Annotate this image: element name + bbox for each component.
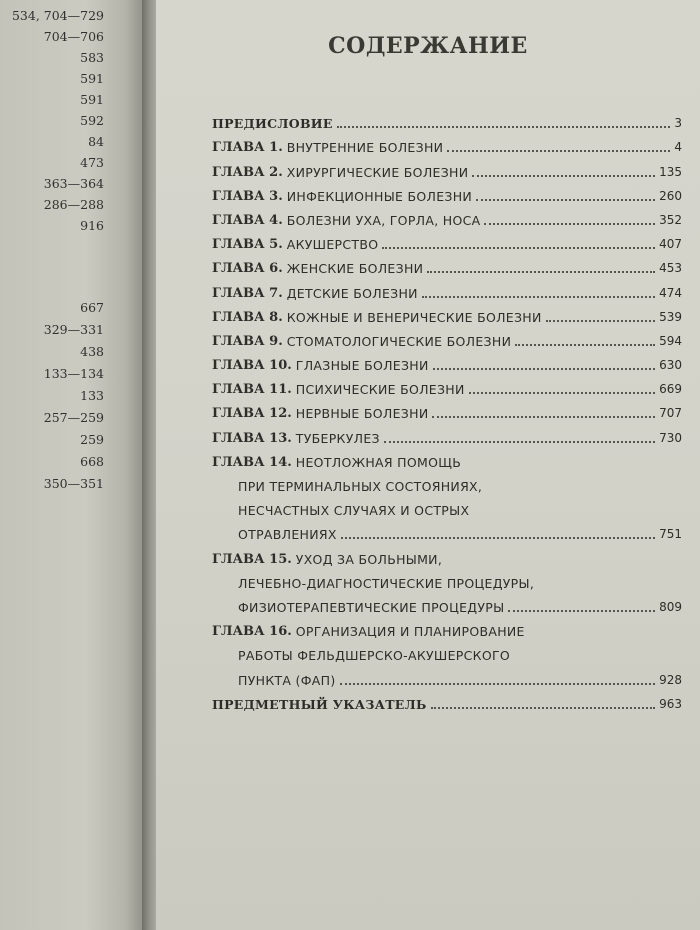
toc-entry-title: ИНФЕКЦИОННЫЕ БОЛЕЗНИ	[286, 188, 473, 204]
toc-entry	[212, 398, 682, 422]
left-page-fragment: 438	[80, 344, 104, 359]
toc-leader-dots	[422, 294, 655, 298]
toc-leader-dots	[508, 608, 655, 612]
toc-entry-title: ЖЕНСКИЕ БОЛЕЗНИ	[286, 261, 424, 277]
toc-chapter-label: ГЛАВА 13.	[212, 430, 292, 446]
toc-leader-dots	[469, 390, 655, 394]
toc-entry-title: ПСИХИЧЕСКИЕ БОЛЕЗНИ	[295, 382, 465, 398]
toc-leader-dots	[472, 173, 655, 177]
left-page-fragment: 591	[80, 92, 104, 107]
toc-entry-title: ПРЕДИСЛОВИЕ	[212, 116, 333, 132]
left-page-fragment: 329—331	[43, 322, 104, 337]
toc-leader-dots	[515, 342, 655, 346]
left-page	[0, 0, 142, 930]
toc-entry-title: ЛЕЧЕБНО-ДИАГНОСТИЧЕСКИЕ ПРОЦЕДУРЫ,	[238, 575, 535, 591]
toc-chapter-label: ГЛАВА 2.	[212, 164, 283, 180]
left-page-fragment: 583	[80, 50, 104, 65]
toc-chapter-label: ГЛАВА 14.	[212, 454, 292, 470]
toc-entry	[212, 689, 682, 713]
left-page-fragment: 592	[80, 113, 104, 128]
toc-chapter-label: ГЛАВА 1.	[212, 140, 283, 156]
toc-entry-page: 730	[659, 430, 682, 445]
left-page-fragment: 84	[88, 134, 104, 149]
left-page-fragment: 259	[80, 432, 104, 447]
toc-entry-continuation	[212, 519, 682, 543]
toc-entry-page: 3	[674, 116, 682, 131]
toc-entry-title: ПРИ ТЕРМИНАЛЬНЫХ СОСТОЯНИЯХ,	[238, 479, 483, 494]
left-page-fragment: 591	[80, 71, 104, 86]
toc-entry-page: 809	[659, 599, 682, 614]
toc-entry	[212, 205, 682, 229]
left-page-fragment: 350—351	[43, 476, 104, 491]
toc-entry-title: РАБОТЫ ФЕЛЬДШЕРСКО-АКУШЕРСКОГО	[238, 648, 511, 664]
toc-entry-continuation	[212, 592, 682, 616]
toc-entry-page: 352	[659, 212, 682, 227]
toc-entry-title: ВНУТРЕННИЕ БОЛЕЗНИ	[286, 140, 444, 156]
left-page-fragment: 668	[80, 454, 104, 469]
toc-entry-page: 669	[659, 382, 682, 397]
toc-entry-title: ТУБЕРКУЛЕЗ	[295, 430, 380, 446]
toc-entry	[212, 616, 682, 640]
toc-entry-page: 928	[659, 672, 682, 687]
toc-leader-dots	[447, 148, 670, 152]
toc-entry	[212, 253, 682, 277]
toc-entry-title: АКУШЕРСТВО	[286, 237, 379, 253]
toc-leader-dots	[382, 245, 655, 249]
toc-chapter-label: ГЛАВА 6.	[212, 261, 283, 277]
toc-entry-page: 453	[659, 261, 682, 276]
toc-leader-dots	[431, 705, 656, 709]
toc-entry-page: 407	[659, 237, 682, 252]
page-title: СОДЕРЖАНИЕ	[328, 33, 528, 59]
book-gutter	[142, 0, 156, 930]
left-page-fragment: 473	[80, 155, 104, 170]
toc-entry	[212, 108, 682, 132]
toc-leader-dots	[432, 414, 655, 418]
toc-chapter-label: ГЛАВА 7.	[212, 285, 283, 301]
toc-chapter-label: ГЛАВА 4.	[212, 212, 283, 228]
toc-entry-page: 135	[659, 164, 682, 179]
toc-chapter-label: ГЛАВА 5.	[212, 237, 283, 253]
toc-entry-title: СТОМАТОЛОГИЧЕСКИЕ БОЛЕЗНИ	[286, 333, 512, 349]
left-page-fragment: 133—134	[43, 366, 104, 381]
toc-leader-dots	[341, 535, 655, 539]
toc-leader-dots	[340, 681, 656, 685]
toc-entry	[212, 132, 682, 156]
toc-chapter-label: ГЛАВА 8.	[212, 309, 283, 325]
toc-entry-page: 474	[659, 285, 682, 300]
toc-entry-title: ОТРАВЛЕНИЯХ	[238, 527, 337, 543]
toc-entry	[212, 374, 682, 398]
toc-entry-title: НЕСЧАСТНЫХ СЛУЧАЯХ И ОСТРЫХ	[238, 503, 470, 519]
left-page-fragment: 667	[80, 300, 104, 315]
toc-chapter-label: ГЛАВА 16.	[212, 624, 292, 640]
left-page-fragment: 704—706	[43, 29, 104, 44]
toc-entry-title: НЕРВНЫЕ БОЛЕЗНИ	[295, 406, 429, 422]
toc-entry-title: ДЕТСКИЕ БОЛЕЗНИ	[286, 285, 418, 301]
toc-entry-title: УХОД ЗА БОЛЬНЫМИ,	[295, 551, 443, 567]
toc-entry-title: ПРЕДМЕТНЫЙ УКАЗАТЕЛЬ	[212, 696, 427, 712]
toc-entry-title: ПУНКТА (ФАП)	[238, 672, 336, 688]
toc-entry	[212, 181, 682, 205]
toc-entry-title: БОЛЕЗНИ УХА, ГОРЛА, НОСА	[286, 212, 481, 228]
left-page-fragment: 257—259	[43, 410, 104, 425]
toc-entry	[212, 326, 682, 350]
left-page-fragment: 133	[80, 388, 104, 403]
toc-entry-page: 751	[659, 527, 682, 542]
toc-leader-dots	[427, 269, 655, 273]
toc-entry	[212, 156, 682, 180]
toc-leader-dots	[433, 366, 655, 370]
toc-entry	[212, 447, 682, 471]
toc-leader-dots	[384, 439, 655, 443]
toc-entry-page: 260	[659, 188, 682, 203]
toc-entry-page: 594	[659, 333, 682, 348]
left-page-fragment: 286—288	[43, 197, 104, 212]
toc-entry-continuation	[212, 664, 682, 688]
toc-entry-continuation	[212, 640, 682, 664]
toc-entry-continuation	[212, 471, 682, 495]
left-page-fragment: 534, 704—729	[11, 8, 104, 23]
toc-entry-title: ОРГАНИЗАЦИЯ И ПЛАНИРОВАНИЕ	[295, 624, 525, 640]
right-page	[156, 0, 700, 930]
toc-entry-title: КОЖНЫЕ И ВЕНЕРИЧЕСКИЕ БОЛЕЗНИ	[286, 309, 542, 325]
toc-chapter-label: ГЛАВА 3.	[212, 188, 283, 204]
toc-entry	[212, 229, 682, 253]
toc-entry	[212, 422, 682, 446]
toc-chapter-label: ГЛАВА 9.	[212, 333, 283, 349]
toc-entry-continuation	[212, 495, 682, 519]
toc-leader-dots	[476, 197, 655, 201]
toc-entry	[212, 277, 682, 301]
toc-leader-dots	[484, 221, 655, 225]
toc-leader-dots	[546, 318, 655, 322]
toc-entry-page: 707	[659, 406, 682, 421]
toc-entry-page: 539	[659, 309, 682, 324]
toc-entry-page: 963	[659, 696, 682, 711]
toc-entry	[212, 302, 682, 326]
table-of-contents	[212, 108, 682, 713]
toc-entry	[212, 543, 682, 567]
toc-chapter-label: ГЛАВА 11.	[212, 382, 292, 398]
left-page-fragment: 363—364	[43, 176, 104, 191]
toc-entry-title: ХИРУРГИЧЕСКИЕ БОЛЕЗНИ	[286, 164, 469, 180]
toc-entry-page: 630	[659, 358, 682, 373]
toc-chapter-label: ГЛАВА 15.	[212, 551, 292, 567]
toc-entry-title: НЕОТЛОЖНАЯ ПОМОЩЬ	[295, 454, 462, 470]
toc-chapter-label: ГЛАВА 10.	[212, 358, 292, 374]
toc-entry	[212, 350, 682, 374]
toc-entry-page: 4	[674, 140, 682, 155]
left-page-fragment: 916	[80, 218, 104, 233]
toc-entry-title: ГЛАЗНЫЕ БОЛЕЗНИ	[295, 358, 429, 374]
toc-entry-continuation	[212, 568, 682, 592]
toc-entry-title: ФИЗИОТЕРАПЕВТИЧЕСКИЕ ПРОЦЕДУРЫ	[238, 599, 505, 615]
toc-leader-dots	[337, 124, 671, 128]
toc-chapter-label: ГЛАВА 12.	[212, 406, 292, 422]
